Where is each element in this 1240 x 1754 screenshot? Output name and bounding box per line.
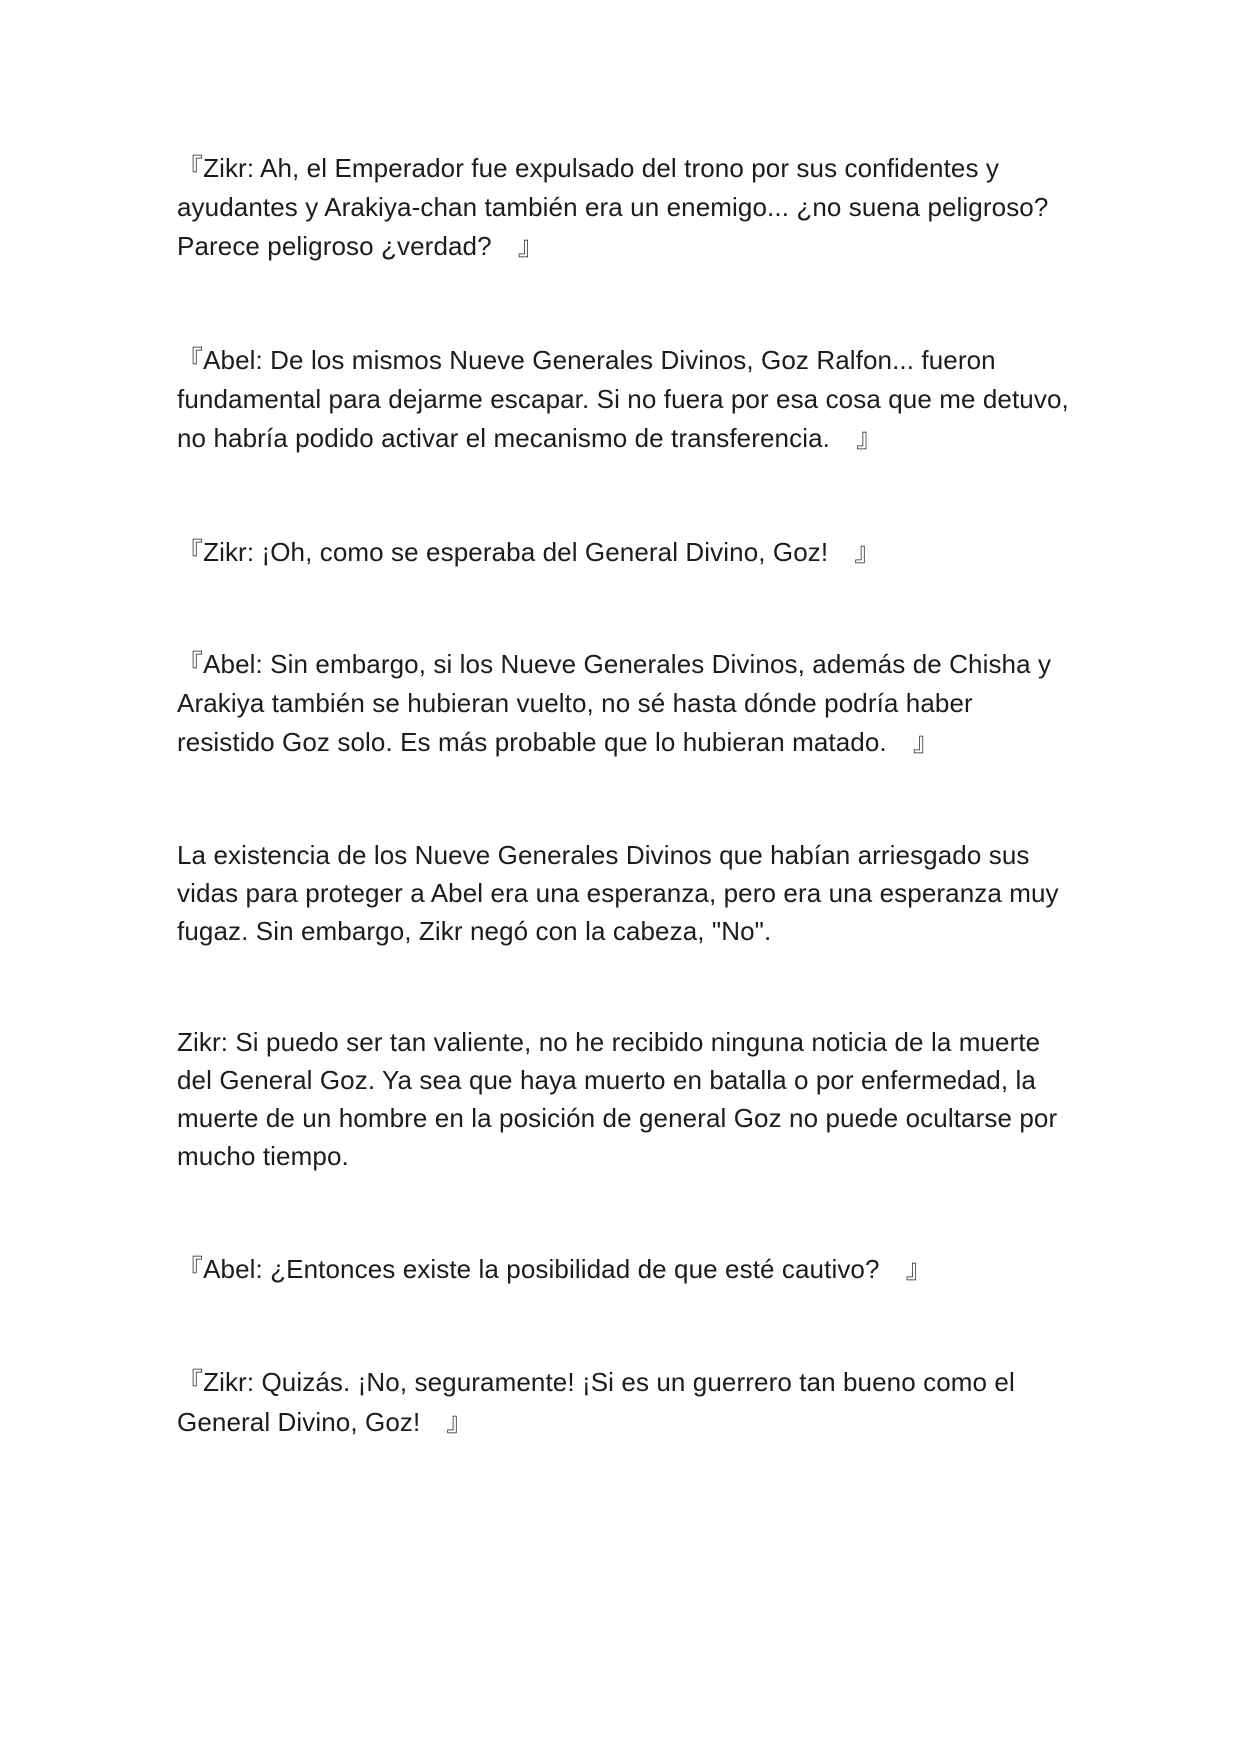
narration-paragraph: La existencia de los Nueve Generales Divinos que habían arriesgado sus vidas para proteger a Abel era una esperanza, pero era una esperanza muy fugaz. Sin embargo, Zikr negó con la cabeza, "No". <box>177 840 1059 946</box>
dialogue-paragraph: 『Zikr: Ah, el Emperador fue expulsado del trono por sus confidentes y ayudantes y Arakiya-chan también era un enemigo... ¿no suena peligroso? Parece peligroso ¿verdad? 』 <box>177 153 1049 261</box>
dialogue-paragraph: 『Abel: De los mismos Nueve Generales Divinos, Goz Ralfon... fueron fundamental para dejarme escapar. Si no fuera por esa cosa que me detuvo, no habría podido activar el mecanismo de transferencia. 』 <box>177 345 1069 453</box>
dialogue-paragraph: 『Abel: ¿Entonces existe la posibilidad de que esté cautivo? 』 <box>177 1254 932 1284</box>
dialogue-paragraph: 『Zikr: ¡Oh, como se esperaba del General Divino, Goz! 』 <box>177 537 881 567</box>
dialogue-paragraph: Zikr: Si puedo ser tan valiente, no he recibido ninguna noticia de la muerte del General Goz. Ya sea que haya muerto en batalla o por enfermedad, la muerte de un hombre en la posición de general Goz no puede ocultarse por mucho tiempo. <box>177 1027 1058 1171</box>
dialogue-paragraph: 『Abel: Sin embargo, si los Nueve Generales Divinos, además de Chisha y Arakiya también se hubieran vuelto, no sé hasta dónde podría haber resistido Goz solo. Es más probable que lo hubieran matado. 』 <box>177 649 1052 757</box>
dialogue-paragraph: 『Zikr: Quizás. ¡No, seguramente! ¡Si es un guerrero tan bueno como el General Divino, Goz! 』 <box>177 1367 1015 1437</box>
